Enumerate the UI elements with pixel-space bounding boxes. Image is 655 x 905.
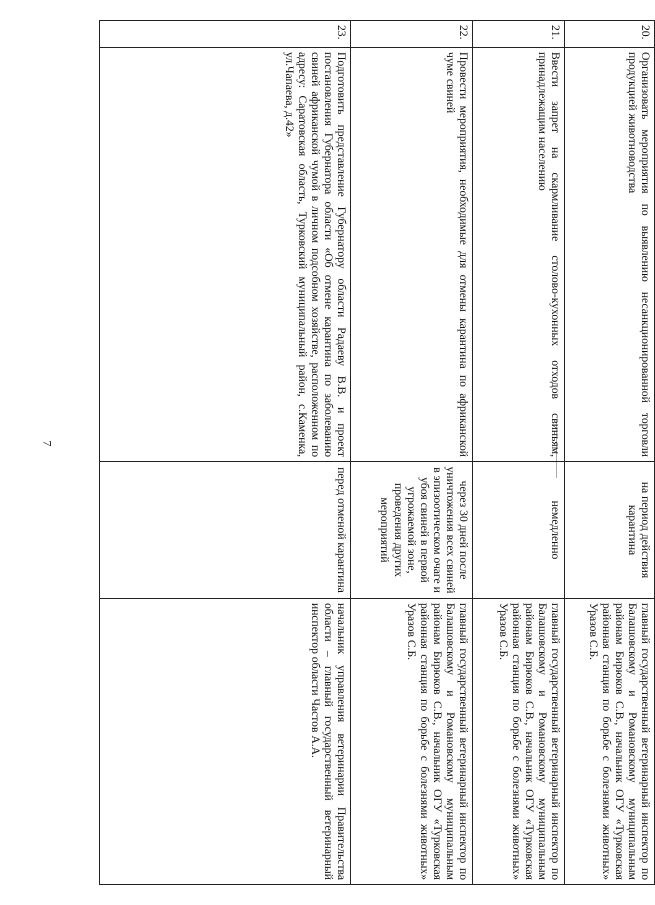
responsible-text: главный государственный ветеринарный инспектор по Балашовскому и Романовскому муниципальным районам Бирюков С.В., начальник ОГУ «Турковская районная станция по борьбе с болезнями животных» Уразов С.Б.	[565, 599, 655, 885]
table-row	[351, 21, 473, 885]
row-number: 21.	[473, 21, 565, 48]
measure-text: Ввести запрет на скармливание столово-кухонных отходов свиньям, принадлежащим населению	[473, 48, 565, 462]
term-text: на период действия карантина	[565, 462, 655, 599]
measure-text: Подготовить представление Губернатору области Радаеву В.В. и проект постановления Губернатора области «Об отмене карантина по заболеванию свиней африканской чумой в личном подсобном хозяйстве, расположенном по адресу: Саратовская область, Турковский муниципальный район, с.Каменка, ул.Чапаева, д.42»	[100, 48, 351, 462]
table-rotator	[100, 20, 655, 885]
term-text: через 30 дней после уничтожения всех свиней в эпизоотическом очаге и убоя свиней в первой угрожаемой зоне, проведения других мероприятий	[351, 462, 473, 599]
table-row	[100, 21, 351, 885]
measures-table	[99, 20, 655, 885]
page-number: 7	[40, 440, 55, 447]
table-row	[565, 21, 655, 885]
responsible-text: начальник управления ветеринарии Правительства области – главный государственный ветеринарный инспектор области Частов А.А.	[100, 599, 351, 885]
responsible-text: главный государственный ветеринарный инспектор по Балашовскому и Романовскому муниципальным районам Бирюков С.В., начальник ОГУ «Турковская районная станция по борьбе с болезнями животных» Уразов С.Б.	[473, 599, 565, 885]
term-text: немедленно	[473, 462, 565, 599]
row-number: 22.	[351, 21, 473, 48]
row-number: 20.	[565, 21, 655, 48]
measure-text: Провести мероприятия, необходимые для отмены карантина по африканской чуме свиней	[351, 48, 473, 462]
responsible-text: главный государственный ветеринарный инспектор по Балашовскому и Романовскому муниципальным районам Бирюков С.В., начальник ОГУ «Турковская районная станция по борьбе с болезнями животных» Уразов С.Б.	[351, 599, 473, 885]
table-row	[473, 21, 565, 885]
term-text: перед отменой карантина	[100, 462, 351, 599]
row-number: 23.	[100, 21, 351, 48]
measure-text: Организовать мероприятия по выявлению несанкционированной торговли продукцией животноводства	[565, 48, 655, 462]
